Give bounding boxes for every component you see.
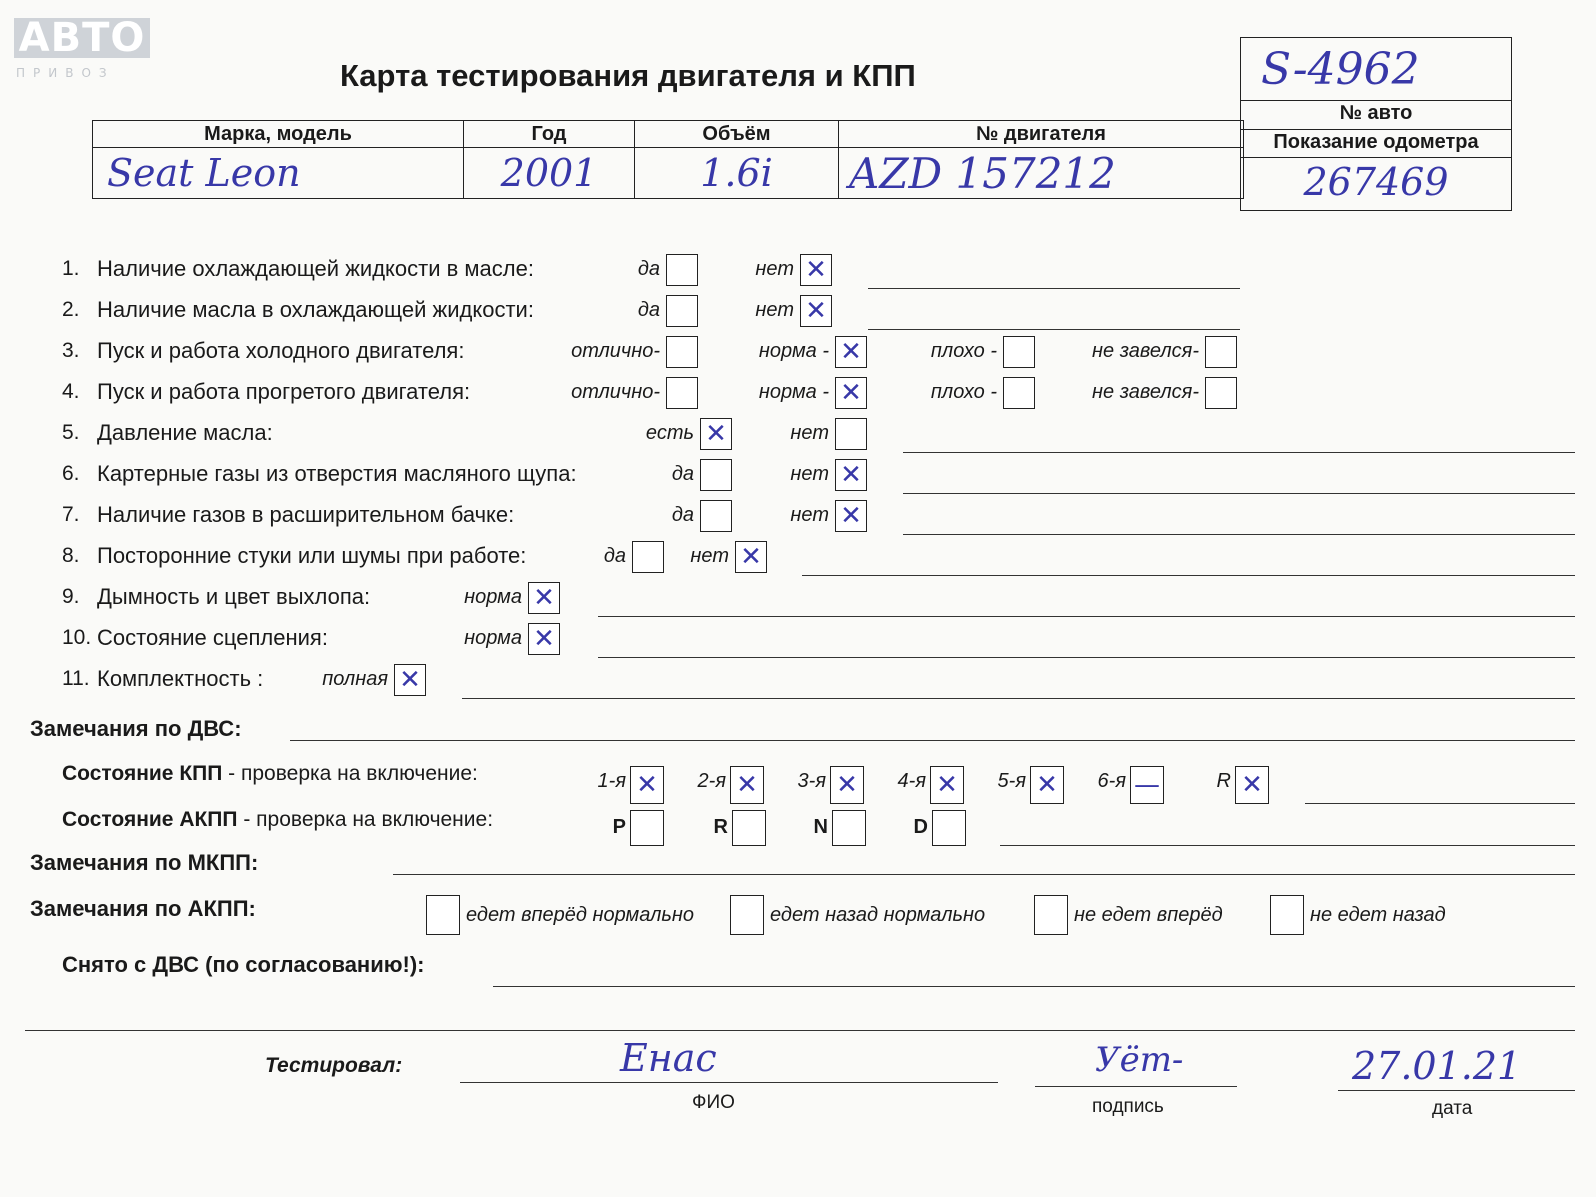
akpp-mode-checkbox[interactable] xyxy=(732,810,766,846)
gear-mark-icon: ✕ xyxy=(1036,770,1058,800)
engine-label: № двигателя xyxy=(839,121,1244,148)
akpp-check-label: едет назад нормально xyxy=(770,904,986,926)
kpp-label-bold: Состояние КПП xyxy=(62,762,223,785)
akpp-mode-label: N xyxy=(813,816,828,838)
option-checkbox[interactable] xyxy=(700,459,732,491)
gear-mark-icon: ✕ xyxy=(936,770,958,800)
brand-label: Марка, модель xyxy=(93,121,464,148)
question-number: 3. xyxy=(62,339,80,362)
option-label: нет xyxy=(790,463,829,485)
akpp-check-label: не едет назад xyxy=(1310,904,1446,926)
option-label: да xyxy=(637,258,660,280)
gear-label: 2-я xyxy=(697,770,726,792)
remarks-dvs-label: Замечания по ДВС: xyxy=(30,716,242,741)
option-checkbox[interactable] xyxy=(835,459,867,491)
option-label: нет xyxy=(755,258,794,280)
removed-label: Снято с ДВС (по согласованию!): xyxy=(62,952,425,977)
check-mark-icon: ✕ xyxy=(705,419,727,449)
question-number: 11. xyxy=(62,667,90,690)
question-text: Состояние сцепления: xyxy=(97,625,328,650)
akpp-label-bold: Состояние АКПП xyxy=(62,808,238,831)
remarks-mkpp-label: Замечания по МКПП: xyxy=(30,850,259,875)
check-mark-icon: ✕ xyxy=(840,501,862,531)
question-text: Картерные газы из отверстия масляного щупа: xyxy=(97,461,577,486)
question-text: Наличие газов в расширительном бачке: xyxy=(97,502,515,527)
option-label: нет xyxy=(755,299,794,321)
question-number: 9. xyxy=(62,585,80,608)
option-checkbox[interactable] xyxy=(666,254,698,286)
gear-checkbox[interactable] xyxy=(1130,766,1164,804)
check-mark-icon: ✕ xyxy=(840,337,862,367)
option-checkbox[interactable] xyxy=(700,500,732,532)
year-label: Год xyxy=(464,121,635,148)
option-checkbox[interactable] xyxy=(700,418,732,450)
gear-mark-icon: ✕ xyxy=(736,770,758,800)
option-label: норма - xyxy=(758,381,829,403)
gear-mark-icon: ✕ xyxy=(836,770,858,800)
question-text: Наличие охлаждающей жидкости в масле: xyxy=(97,256,534,281)
option-checkbox[interactable] xyxy=(835,418,867,450)
fio-value: Енас xyxy=(620,1036,717,1080)
odometer-label: Показание одометра xyxy=(1273,131,1479,153)
option-label: отлично- xyxy=(571,381,660,403)
akpp-check-checkbox[interactable] xyxy=(730,895,764,935)
check-mark-icon: ✕ xyxy=(840,460,862,490)
question-text: Давление масла: xyxy=(97,420,273,445)
vehicle-table xyxy=(92,120,1244,199)
auto-number-box xyxy=(1240,37,1512,211)
option-checkbox[interactable] xyxy=(666,336,698,368)
volume-value: 1.6i xyxy=(635,148,839,199)
option-label: норма xyxy=(464,627,522,649)
option-checkbox[interactable] xyxy=(1205,377,1237,409)
gear-label: 6-я xyxy=(1097,770,1126,792)
gear-checkbox[interactable] xyxy=(1030,766,1064,804)
check-mark-icon: ✕ xyxy=(740,542,762,572)
check-mark-icon: ✕ xyxy=(805,255,827,285)
gear-label: 1-я xyxy=(597,770,626,792)
question-number: 1. xyxy=(62,257,80,280)
tested-label: Тестировал: xyxy=(265,1054,403,1077)
option-label: норма - xyxy=(758,340,829,362)
option-label: не завелся- xyxy=(1092,340,1199,362)
akpp-mode-label: R xyxy=(713,816,728,838)
option-label: нет xyxy=(690,545,729,567)
signature: Уёт- xyxy=(1095,1040,1184,1080)
akpp-mode-checkbox[interactable] xyxy=(932,810,966,846)
akpp-check-checkbox[interactable] xyxy=(1034,895,1068,935)
option-label: не завелся- xyxy=(1092,381,1199,403)
option-checkbox[interactable] xyxy=(632,541,664,573)
gear-label: R xyxy=(1216,770,1231,792)
gear-checkbox[interactable] xyxy=(930,766,964,804)
odometer-value: 267469 xyxy=(1303,160,1449,204)
question-text: Пуск и работа прогретого двигателя: xyxy=(97,379,471,404)
gear-label: 5-я xyxy=(997,770,1026,792)
fio-label: ФИО xyxy=(692,1092,735,1113)
auto-number-value: S-4962 xyxy=(1261,44,1420,95)
question-number: 4. xyxy=(62,380,80,403)
akpp-check-label: не едет вперёд xyxy=(1074,904,1223,926)
question-text: Комплектность : xyxy=(97,666,264,691)
question-number: 8. xyxy=(62,544,80,567)
option-label: да xyxy=(671,463,694,485)
date-label: дата xyxy=(1432,1098,1473,1119)
option-checkbox[interactable] xyxy=(528,623,560,655)
gear-label: 4-я xyxy=(897,770,926,792)
volume-label: Объём xyxy=(635,121,839,148)
check-mark-icon: ✕ xyxy=(533,583,555,613)
option-checkbox[interactable] xyxy=(835,336,867,368)
engine-value: AZD 157212 xyxy=(839,148,1244,199)
check-mark-icon: ✕ xyxy=(840,378,862,408)
gear-checkbox[interactable] xyxy=(1235,766,1269,804)
option-checkbox[interactable] xyxy=(666,377,698,409)
auto-number-label: № авто xyxy=(1339,102,1413,124)
question-text: Посторонние стуки или шумы при работе: xyxy=(97,543,527,568)
akpp-label xyxy=(62,808,493,832)
question-text: Дымность и цвет выхлопа: xyxy=(97,584,371,609)
option-label: есть xyxy=(645,422,694,444)
option-label: полная xyxy=(322,668,388,690)
option-label: да xyxy=(671,504,694,526)
akpp-check-checkbox[interactable] xyxy=(1270,895,1304,935)
question-number: 6. xyxy=(62,462,80,485)
option-checkbox[interactable] xyxy=(1205,336,1237,368)
gear-mark-icon: ✕ xyxy=(1241,770,1263,800)
option-checkbox[interactable] xyxy=(800,254,832,286)
gear-checkbox[interactable] xyxy=(830,766,864,804)
option-label: плохо - xyxy=(930,340,997,362)
option-checkbox[interactable] xyxy=(1003,336,1035,368)
option-checkbox[interactable] xyxy=(528,582,560,614)
akpp-check-checkbox[interactable] xyxy=(426,895,460,935)
gear-mark-icon: — xyxy=(1134,770,1160,800)
brand-value: Seat Leon xyxy=(93,148,464,199)
option-checkbox[interactable] xyxy=(835,500,867,532)
check-mark-icon: ✕ xyxy=(399,665,421,695)
question-number: 5. xyxy=(62,421,80,444)
option-label: плохо - xyxy=(930,381,997,403)
akpp-check-label: едет вперёд нормально xyxy=(466,904,695,926)
remarks-akpp-label: Замечания по АКПП: xyxy=(30,896,256,921)
logo: АВТО xyxy=(14,18,150,58)
option-label: да xyxy=(637,299,660,321)
option-checkbox[interactable] xyxy=(394,664,426,696)
gear-label: 3-я xyxy=(797,770,826,792)
signature-label: подпись xyxy=(1092,1096,1164,1117)
option-checkbox[interactable] xyxy=(835,377,867,409)
question-text: Наличие масла в охлаждающей жидкости: xyxy=(97,297,534,322)
gear-checkbox[interactable] xyxy=(630,766,664,804)
akpp-mode-checkbox[interactable] xyxy=(630,810,664,846)
question-number: 7. xyxy=(62,503,80,526)
year-value: 2001 xyxy=(464,148,635,199)
akpp-mode-label: D xyxy=(913,816,928,838)
akpp-label-rest: - проверка на включение: xyxy=(237,808,494,831)
option-label: да xyxy=(603,545,626,567)
kpp-label xyxy=(62,762,478,786)
check-mark-icon: ✕ xyxy=(533,624,555,654)
option-label: нет xyxy=(790,422,829,444)
option-checkbox[interactable] xyxy=(800,295,832,327)
option-label: отлично- xyxy=(571,340,660,362)
page-title: Карта тестирования двигателя и КПП xyxy=(340,58,916,93)
question-text: Пуск и работа холодного двигателя: xyxy=(97,338,465,363)
akpp-mode-label: P xyxy=(612,816,626,838)
gear-checkbox[interactable] xyxy=(730,766,764,804)
question-number: 10. xyxy=(62,626,92,649)
kpp-label-rest: - проверка на включение: xyxy=(222,762,478,785)
option-label: норма xyxy=(464,586,522,608)
check-mark-icon: ✕ xyxy=(805,296,827,326)
option-checkbox[interactable] xyxy=(1003,377,1035,409)
date-value: 27.01.21 xyxy=(1352,1044,1522,1088)
option-checkbox[interactable] xyxy=(735,541,767,573)
option-label: нет xyxy=(790,504,829,526)
question-number: 2. xyxy=(62,298,80,321)
gear-mark-icon: ✕ xyxy=(636,770,658,800)
akpp-mode-checkbox[interactable] xyxy=(832,810,866,846)
logo-subtitle: ПРИВОЗ xyxy=(16,66,115,80)
option-checkbox[interactable] xyxy=(666,295,698,327)
